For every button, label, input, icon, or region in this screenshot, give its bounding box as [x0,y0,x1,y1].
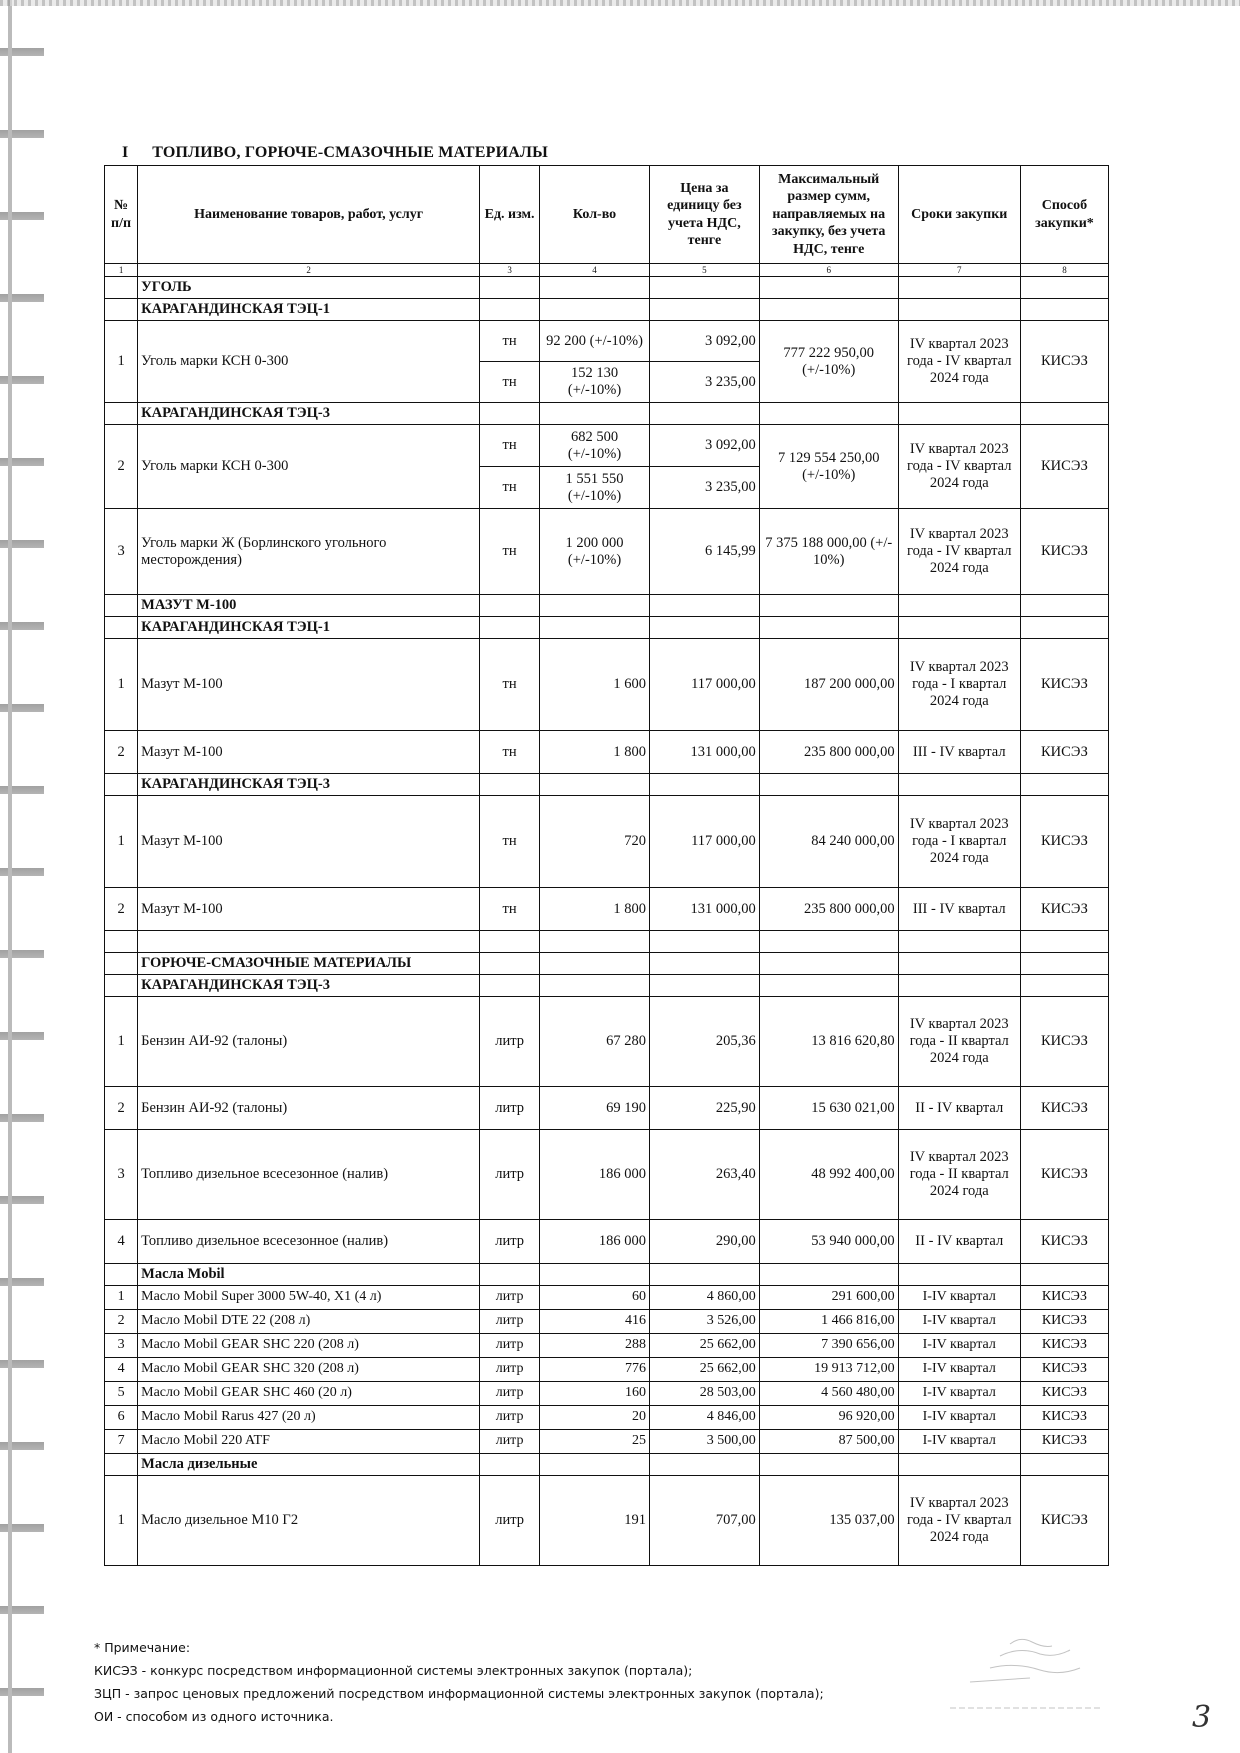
row-term: I-IV квартал [898,1358,1020,1382]
row-term: IV квартал 2023 года - I квартал 2024 года [898,796,1020,888]
row-price: 131 000,00 [649,731,759,774]
row-term: III - IV квартал [898,888,1020,931]
group-row-mobil [105,1264,1109,1286]
row-term: IV квартал 2023 года - I квартал 2024 года [898,639,1020,731]
row-max: 235 800 000,00 [759,731,898,774]
table-row [105,796,1109,888]
row-unit: тн [480,888,540,931]
table-row [105,1130,1109,1220]
table-row [105,997,1109,1087]
row-qty: 1 800 [540,731,650,774]
row-term: I-IV квартал [898,1286,1020,1310]
group-title: КАРАГАНДИНСКАЯ ТЭЦ-1 [138,617,480,639]
group-row-mazut-tec3 [105,774,1109,796]
row-num: 1 [105,1286,138,1310]
table-row [105,639,1109,731]
row-name: Масло Mobil DTE 22 (208 л) [138,1310,480,1334]
table-row [105,1220,1109,1264]
colnum: 4 [540,264,650,277]
row-max: 84 240 000,00 [759,796,898,888]
row-num: 3 [105,509,138,595]
row-method: КИСЭЗ [1020,997,1108,1087]
header-qty: Кол-во [540,166,650,264]
group-row-coal-tec3 [105,403,1109,425]
group-row-coal [105,277,1109,299]
row-name: Масло Mobil GEAR SHC 320 (208 л) [138,1358,480,1382]
row-max: 4 560 480,00 [759,1382,898,1406]
row-price: 225,90 [649,1087,759,1130]
row-max: 7 129 554 250,00 (+/-10%) [759,425,898,509]
footnote-line: ОИ - способом из одного источника. [94,1709,334,1724]
procurement-table [104,165,1109,1566]
row-unit: литр [480,1087,540,1130]
row-unit: литр [480,997,540,1087]
footnote-line: КИСЭЗ - конкурс посредством информационной системы электронных закупок (портала); [94,1663,693,1678]
row-name: Мазут М-100 [138,888,480,931]
row-unit: литр [480,1382,540,1406]
group-title: УГОЛЬ [138,277,480,299]
row-max: 777 222 950,00 (+/-10%) [759,321,898,403]
row-qty: 776 [540,1358,650,1382]
row-term: IV квартал 2023 года - IV квартал 2024 года [898,509,1020,595]
row-unit: литр [480,1334,540,1358]
row-term: IV квартал 2023 года - IV квартал 2024 года [898,321,1020,403]
header-price: Цена за единицу без учета НДС, тенге [649,166,759,264]
row-qty: 682 500 (+/-10%) [540,425,650,467]
row-qty: 20 [540,1406,650,1430]
row-qty: 1 551 550 (+/-10%) [540,467,650,509]
group-row-diesel-oils [105,1454,1109,1476]
row-method: КИСЭЗ [1020,796,1108,888]
binder-edge [8,0,12,1753]
colnum: 8 [1020,264,1108,277]
row-qty: 186 000 [540,1220,650,1264]
footnote [94,1636,824,1728]
row-price: 25 662,00 [649,1334,759,1358]
row-method: КИСЭЗ [1020,1382,1108,1406]
row-unit: литр [480,1310,540,1334]
row-term: IV квартал 2023 года - IV квартал 2024 года [898,425,1020,509]
row-price: 6 145,99 [649,509,759,595]
group-title: МАЗУТ М-100 [138,595,480,617]
table-row [105,888,1109,931]
footnote-line: ЗЦП - запрос ценовых предложений посредством информационной системы электронных закупок (портала); [94,1686,824,1701]
row-unit: литр [480,1406,540,1430]
table-row [105,1334,1109,1358]
row-qty: 1 600 [540,639,650,731]
row-name: Уголь марки Ж (Борлинского угольного месторождения) [138,509,480,595]
colnum: 3 [480,264,540,277]
row-price: 117 000,00 [649,639,759,731]
row-term: IV квартал 2023 года - IV квартал 2024 года [898,1476,1020,1566]
row-name: Уголь марки КСН 0-300 [138,321,480,403]
row-price: 3 500,00 [649,1430,759,1454]
row-price: 117 000,00 [649,796,759,888]
row-unit: литр [480,1358,540,1382]
row-method: КИСЭЗ [1020,1406,1108,1430]
row-num: 2 [105,1310,138,1334]
row-method: КИСЭЗ [1020,1220,1108,1264]
row-qty: 69 190 [540,1087,650,1130]
row-num: 6 [105,1406,138,1430]
row-qty: 191 [540,1476,650,1566]
row-unit: литр [480,1130,540,1220]
group-row-coal-tec1 [105,299,1109,321]
colnum: 5 [649,264,759,277]
row-price: 4 846,00 [649,1406,759,1430]
table-row [105,1310,1109,1334]
table-row [105,321,1109,362]
row-term: IV квартал 2023 года - II квартал 2024 года [898,1130,1020,1220]
row-max: 48 992 400,00 [759,1130,898,1220]
row-name: Топливо дизельное всесезонное (налив) [138,1220,480,1264]
row-method: КИСЭЗ [1020,509,1108,595]
row-method: КИСЭЗ [1020,888,1108,931]
row-method: КИСЭЗ [1020,1476,1108,1566]
row-term: III - IV квартал [898,731,1020,774]
table-row [105,1382,1109,1406]
row-unit: тн [480,639,540,731]
row-num: 2 [105,1087,138,1130]
table-row [105,731,1109,774]
table-row [105,1286,1109,1310]
row-max: 235 800 000,00 [759,888,898,931]
header-max: Максимальный размер сумм, направляемых на закупку, без учета НДС, тенге [759,166,898,264]
row-term: IV квартал 2023 года - II квартал 2024 года [898,997,1020,1087]
row-term: I-IV квартал [898,1430,1020,1454]
row-max: 7 390 656,00 [759,1334,898,1358]
row-price: 3 092,00 [649,321,759,362]
row-max: 19 913 712,00 [759,1358,898,1382]
row-max: 87 500,00 [759,1430,898,1454]
row-num: 2 [105,425,138,509]
colnum: 2 [138,264,480,277]
row-unit: литр [480,1286,540,1310]
row-max: 135 037,00 [759,1476,898,1566]
row-name: Бензин АИ-92 (талоны) [138,997,480,1087]
row-max: 187 200 000,00 [759,639,898,731]
table-row [105,509,1109,595]
row-price: 263,40 [649,1130,759,1220]
row-method: КИСЭЗ [1020,1334,1108,1358]
group-title: Масла Mobil [138,1264,480,1286]
row-method: КИСЭЗ [1020,639,1108,731]
row-unit: тн [480,796,540,888]
section-title-text: ТОПЛИВО, ГОРЮЧЕ-СМАЗОЧНЫЕ МАТЕРИАЛЫ [152,144,549,161]
colnum: 6 [759,264,898,277]
group-title: Масла дизельные [138,1454,480,1476]
row-name: Масло Mobil Rarus 427 (20 л) [138,1406,480,1430]
group-title: КАРАГАНДИНСКАЯ ТЭЦ-3 [138,774,480,796]
row-method: КИСЭЗ [1020,321,1108,403]
group-row-mazut [105,595,1109,617]
footnote-title: * Примечание: [94,1640,191,1655]
row-num: 2 [105,888,138,931]
group-row-mazut-tec1 [105,617,1109,639]
row-name: Масло Mobil GEAR SHC 220 (208 л) [138,1334,480,1358]
row-max: 7 375 188 000,00 (+/- 10%) [759,509,898,595]
row-unit: тн [480,467,540,509]
row-method: КИСЭЗ [1020,1430,1108,1454]
empty-row [105,931,1109,953]
header-unit: Ед. изм. [480,166,540,264]
row-term: II - IV квартал [898,1220,1020,1264]
header-name: Наименование товаров, работ, услуг [138,166,480,264]
binder-holes [0,0,44,1753]
row-name: Топливо дизельное всесезонное (налив) [138,1130,480,1220]
row-qty: 25 [540,1430,650,1454]
row-method: КИСЭЗ [1020,1310,1108,1334]
row-qty: 416 [540,1310,650,1334]
group-title: КАРАГАНДИНСКАЯ ТЭЦ-1 [138,299,480,321]
section-number: I [122,144,129,161]
row-name: Масло Mobil GEAR SHC 460 (20 л) [138,1382,480,1406]
group-title: КАРАГАНДИНСКАЯ ТЭЦ-3 [138,403,480,425]
table-row [105,425,1109,467]
row-name: Уголь марки КСН 0-300 [138,425,480,509]
row-max: 291 600,00 [759,1286,898,1310]
row-method: КИСЭЗ [1020,731,1108,774]
row-price: 3 235,00 [649,362,759,403]
faint-stamp [940,1622,1120,1722]
row-qty: 152 130 (+/-10%) [540,362,650,403]
row-num: 3 [105,1334,138,1358]
scan-top-edge [0,0,1240,6]
row-qty: 160 [540,1382,650,1406]
row-name: Масло Mobil Super 3000 5W-40, X1 (4 л) [138,1286,480,1310]
row-term: I-IV квартал [898,1382,1020,1406]
colnum: 7 [898,264,1020,277]
row-num: 2 [105,731,138,774]
row-method: КИСЭЗ [1020,425,1108,509]
row-num: 7 [105,1430,138,1454]
row-unit: тн [480,362,540,403]
row-max: 13 816 620,80 [759,997,898,1087]
row-qty: 720 [540,796,650,888]
row-price: 28 503,00 [649,1382,759,1406]
row-price: 4 860,00 [649,1286,759,1310]
row-unit: литр [480,1430,540,1454]
table-header-row [105,166,1109,264]
row-unit: тн [480,321,540,362]
row-max: 1 466 816,00 [759,1310,898,1334]
row-qty: 1 200 000 (+/-10%) [540,509,650,595]
row-unit: тн [480,425,540,467]
row-method: КИСЭЗ [1020,1087,1108,1130]
row-name: Мазут М-100 [138,796,480,888]
table-row [105,1087,1109,1130]
row-price: 25 662,00 [649,1358,759,1382]
row-num: 5 [105,1382,138,1406]
table-row [105,1430,1109,1454]
table-row [105,1406,1109,1430]
row-method: КИСЭЗ [1020,1130,1108,1220]
group-row-gsm-tec3 [105,975,1109,997]
colnum: 1 [105,264,138,277]
row-unit: тн [480,509,540,595]
row-num: 1 [105,796,138,888]
row-name: Масло Mobil 220 ATF [138,1430,480,1454]
row-qty: 92 200 (+/-10%) [540,321,650,362]
row-term: I-IV квартал [898,1406,1020,1430]
row-qty: 288 [540,1334,650,1358]
row-unit: литр [480,1476,540,1566]
group-title: КАРАГАНДИНСКАЯ ТЭЦ-3 [138,975,480,997]
row-name: Бензин АИ-92 (талоны) [138,1087,480,1130]
table-row [105,1476,1109,1566]
row-unit: тн [480,731,540,774]
row-qty: 60 [540,1286,650,1310]
row-num: 3 [105,1130,138,1220]
row-price: 3 235,00 [649,467,759,509]
row-qty: 67 280 [540,997,650,1087]
row-num: 1 [105,1476,138,1566]
row-num: 4 [105,1358,138,1382]
row-price: 3 092,00 [649,425,759,467]
row-term: I-IV квартал [898,1310,1020,1334]
row-num: 1 [105,639,138,731]
row-term: II - IV квартал [898,1087,1020,1130]
row-price: 205,36 [649,997,759,1087]
row-max: 96 920,00 [759,1406,898,1430]
row-num: 1 [105,321,138,403]
row-name: Масло дизельное М10 Г2 [138,1476,480,1566]
row-qty: 1 800 [540,888,650,931]
table-row [105,1358,1109,1382]
row-name: Мазут М-100 [138,731,480,774]
row-price: 131 000,00 [649,888,759,931]
row-term: I-IV квартал [898,1334,1020,1358]
row-price: 707,00 [649,1476,759,1566]
row-num: 1 [105,997,138,1087]
header-num: № п/п [105,166,138,264]
group-row-gsm [105,953,1109,975]
header-term: Сроки закупки [898,166,1020,264]
row-method: КИСЭЗ [1020,1358,1108,1382]
row-price: 290,00 [649,1220,759,1264]
page-number: 3 [1192,1700,1212,1735]
row-unit: литр [480,1220,540,1264]
row-price: 3 526,00 [649,1310,759,1334]
section-title [122,144,548,162]
row-qty: 186 000 [540,1130,650,1220]
row-max: 53 940 000,00 [759,1220,898,1264]
column-number-row [105,264,1109,277]
row-num: 4 [105,1220,138,1264]
group-title: ГОРЮЧЕ-СМАЗОЧНЫЕ МАТЕРИАЛЫ [138,953,480,975]
header-method: Способ закупки* [1020,166,1108,264]
row-name: Мазут М-100 [138,639,480,731]
row-max: 15 630 021,00 [759,1087,898,1130]
row-method: КИСЭЗ [1020,1286,1108,1310]
